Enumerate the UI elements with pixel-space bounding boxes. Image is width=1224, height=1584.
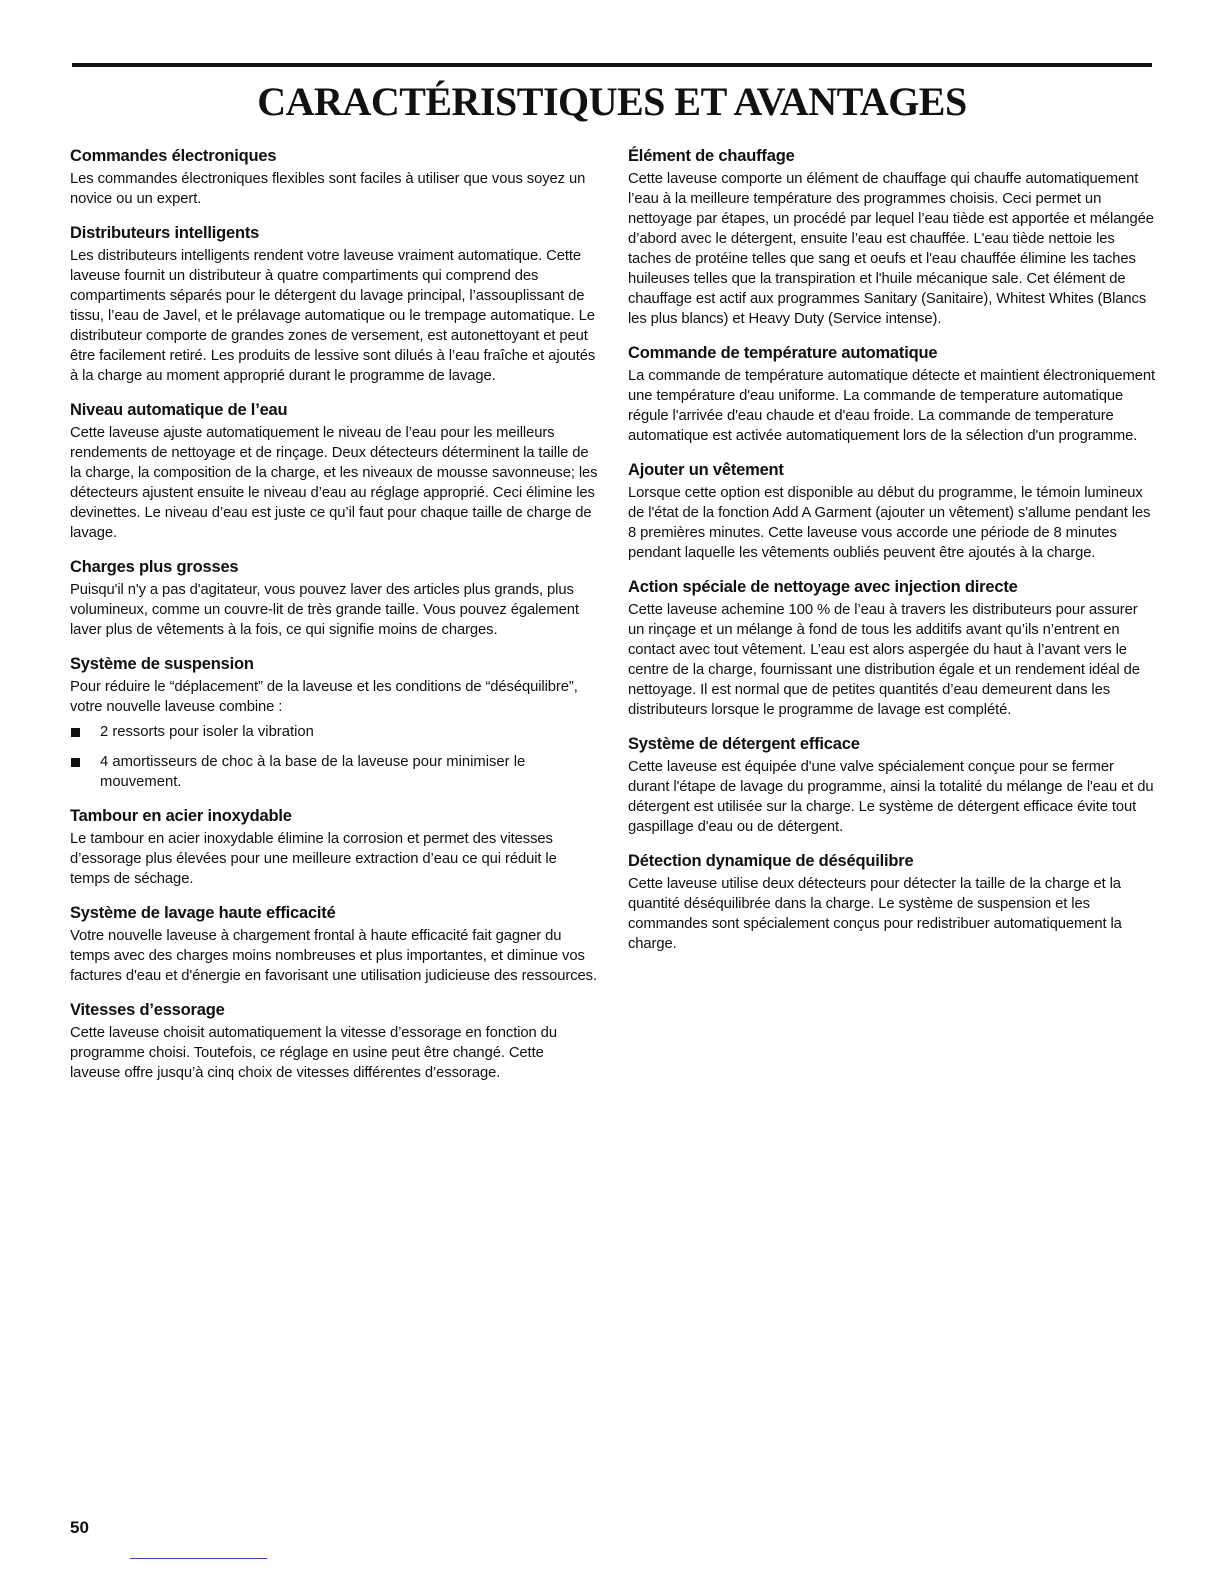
section-heading: Système de suspension — [70, 655, 254, 673]
section-tambour-acier — [70, 805, 598, 889]
section-body: Cette laveuse achemine 100 % de l’eau à travers les distributeurs pour assurer un rinçage et un mélange à fond de tous les additifs avant qu’ils n’entrent en contact avec tout vêtement. L’eau est alors aspergée du haut à l’avant vers le centre de la charge, fournissant une distribution égale et un rendement idéal de nettoyage. Il est normal que de petites quantités d’eau demeurent dans les distributeurs lorsque le programme de lavage est complété. — [628, 602, 1140, 718]
section-heading: Commande de température automatique — [628, 344, 938, 362]
section-detection-desequilibre — [628, 850, 1156, 954]
section-commande-temperature — [628, 342, 1156, 446]
section-heading: Vitesses d’essorage — [70, 1001, 225, 1019]
section-vitesses-essorage — [70, 999, 598, 1083]
section-heading: Action spéciale de nettoyage avec injection directe — [628, 578, 1018, 596]
section-body: Le tambour en acier inoxydable élimine la corrosion et permet des vitesses d’essorage plus élevées pour une meilleure extraction d’eau ce qui réduit le temps de séchage. — [70, 831, 557, 887]
top-rule — [72, 63, 1152, 67]
section-body: Lorsque cette option est disponible au début du programme, le témoin lumineux de l'état de la fonction Add A Garment (ajouter un vêtement) s'allume pendant les 8 premières minutes. Cette laveuse vous accorde une période de 8 minutes pendant laquelle les vêtements oubliés peuvent être ajoutés à la charge. — [628, 485, 1151, 561]
section-heading: Système de détergent efficace — [628, 735, 860, 753]
section-body: Les distributeurs intelligents rendent votre laveuse vraiment automatique. Cette laveuse fournit un distributeur à quatre compartiments qui comprend des compartiments séparés pour le détergent du lavage principal, l’assouplissant de tissu, l’eau de Javel, et le prélavage automatique ou le trempage automatique. Le distributeur comporte de grandes zones de versement, est autonettoyant et peut être facilement retiré. Les produits de lessive sont dilués à l’eau fraîche et ajoutés à la charge au moment approprié durant le programme de lavage. — [70, 248, 596, 384]
section-body: Cette laveuse est équipée d'une valve spécialement conçue pour se fermer durant l'étape de lavage du programme, ainsi la totalité du mélange de l'eau et du détergent est utilisée sur la charge. Le système de détergent efficace évite tout gaspillage d'eau ou de détergent. — [628, 759, 1154, 835]
section-body: Puisqu'il n'y a pas d'agitateur, vous pouvez laver des articles plus grands, plus volumineux, comme un couvre-lit de très grande taille. Vous pouvez également laver plus de vêtements à la fois, ce qui signifie moins de charges. — [70, 582, 579, 638]
section-detergent-efficace — [628, 733, 1156, 837]
square-bullet-icon — [71, 758, 80, 767]
section-heading: Distributeurs intelligents — [70, 224, 260, 242]
square-bullet-icon — [71, 728, 80, 737]
bullet-text: 4 amortisseurs de choc à la base de la laveuse pour minimiser le mouvement. — [100, 754, 526, 790]
section-ajouter-vetement — [628, 459, 1156, 563]
page-title: CARACTÉRISTIQUES ET AVANTAGES — [257, 79, 967, 124]
footer-link-underline — [130, 1558, 267, 1559]
section-heading: Détection dynamique de déséquilibre — [628, 852, 914, 870]
left-column — [70, 145, 598, 1096]
bullet-list — [70, 722, 598, 792]
section-body: Cette laveuse comporte un élément de chauffage qui chauffe automatiquement l’eau à la meilleure température des programmes choisis. Ceci permet un nettoyage par étapes, un procédé par lequel l’eau tiède est apportée et mélangée d’abord avec le détergent, ensuite l’eau est chauffée. L'eau tiède nettoie les taches de protéine telles que sang et oeufs et l'eau chauffée élimine les taches huileuses telles que la transpiration et l'huile mécanique sale. Cet élément de chauffage est actif aux programmes Sanitary (Sanitaire), Whitest Whites (Blancs les plus blancs) et Heavy Duty (Service intense). — [628, 171, 1154, 327]
bullet-item — [70, 752, 598, 792]
bullet-item — [70, 722, 598, 742]
right-column — [628, 145, 1156, 967]
section-heading: Ajouter un vêtement — [628, 461, 784, 479]
section-charges-plus-grosses — [70, 556, 598, 640]
section-body: La commande de température automatique détecte et maintient électroniquement une température d'eau uniforme. La commande de temperature automatique régule l'arrivée d'eau chaude et d'eau froide. La commande de temperature automatique est activée automatiquement lors de la sélection d'un programme. — [628, 368, 1156, 444]
section-heading: Élément de chauffage — [628, 147, 795, 165]
section-body: Cette laveuse choisit automatiquement la vitesse d’essorage en fonction du programme choisi. Toutefois, ce réglage en usine peut être changé. Cette laveuse offre jusqu’à cinq choix de vitesses différentes d’essorage. — [70, 1025, 557, 1081]
section-commandes-electroniques — [70, 145, 598, 209]
section-body: Votre nouvelle laveuse à chargement frontal à haute efficacité fait gagner du temps avec des charges moins nombreuses et plus importantes, et diminue vos factures d'eau et d'énergie en favorisant une utilisation judicieuse des ressources. — [70, 928, 597, 984]
section-lavage-haute-efficacite — [70, 902, 598, 986]
section-element-chauffage — [628, 145, 1156, 329]
section-body: Cette laveuse utilise deux détecteurs pour détecter la taille de la charge et la quantité déséquilibrée dans la charge. Le système de suspension et les commandes sont spécialement conçus pour redistribuer automatiquement la charge. — [628, 876, 1122, 952]
section-systeme-suspension — [70, 653, 598, 792]
section-heading: Commandes électroniques — [70, 147, 277, 165]
section-distributeurs-intelligents — [70, 222, 598, 386]
section-heading: Système de lavage haute efficacité — [70, 904, 336, 922]
section-heading: Niveau automatique de l’eau — [70, 401, 288, 419]
section-heading: Charges plus grosses — [70, 558, 239, 576]
section-heading: Tambour en acier inoxydable — [70, 807, 292, 825]
section-niveau-automatique — [70, 399, 598, 543]
section-body: Cette laveuse ajuste automatiquement le niveau de l’eau pour les meilleurs rendements de nettoyage et de rinçage. Deux détecteurs déterminent la taille de la charge, la composition de la charge, et les niveaux de mousse savonneuse; les détecteurs ajustent ensuite le niveau d’eau au réglage approprié. Ceci élimine les devinettes. Le niveau d’eau est juste ce qu’il faut pour chaque taille de charge de lavage. — [70, 425, 598, 541]
section-body: Pour réduire le “déplacement” de la laveuse et les conditions de “déséquilibre”, votre nouvelle laveuse combine : — [70, 679, 578, 715]
section-body: Les commandes électroniques flexibles sont faciles à utiliser que vous soyez un novice ou un expert. — [70, 171, 586, 207]
page-number: 50 — [70, 1518, 89, 1537]
bullet-text: 2 ressorts pour isoler la vibration — [100, 724, 314, 740]
section-injection-directe — [628, 576, 1156, 720]
